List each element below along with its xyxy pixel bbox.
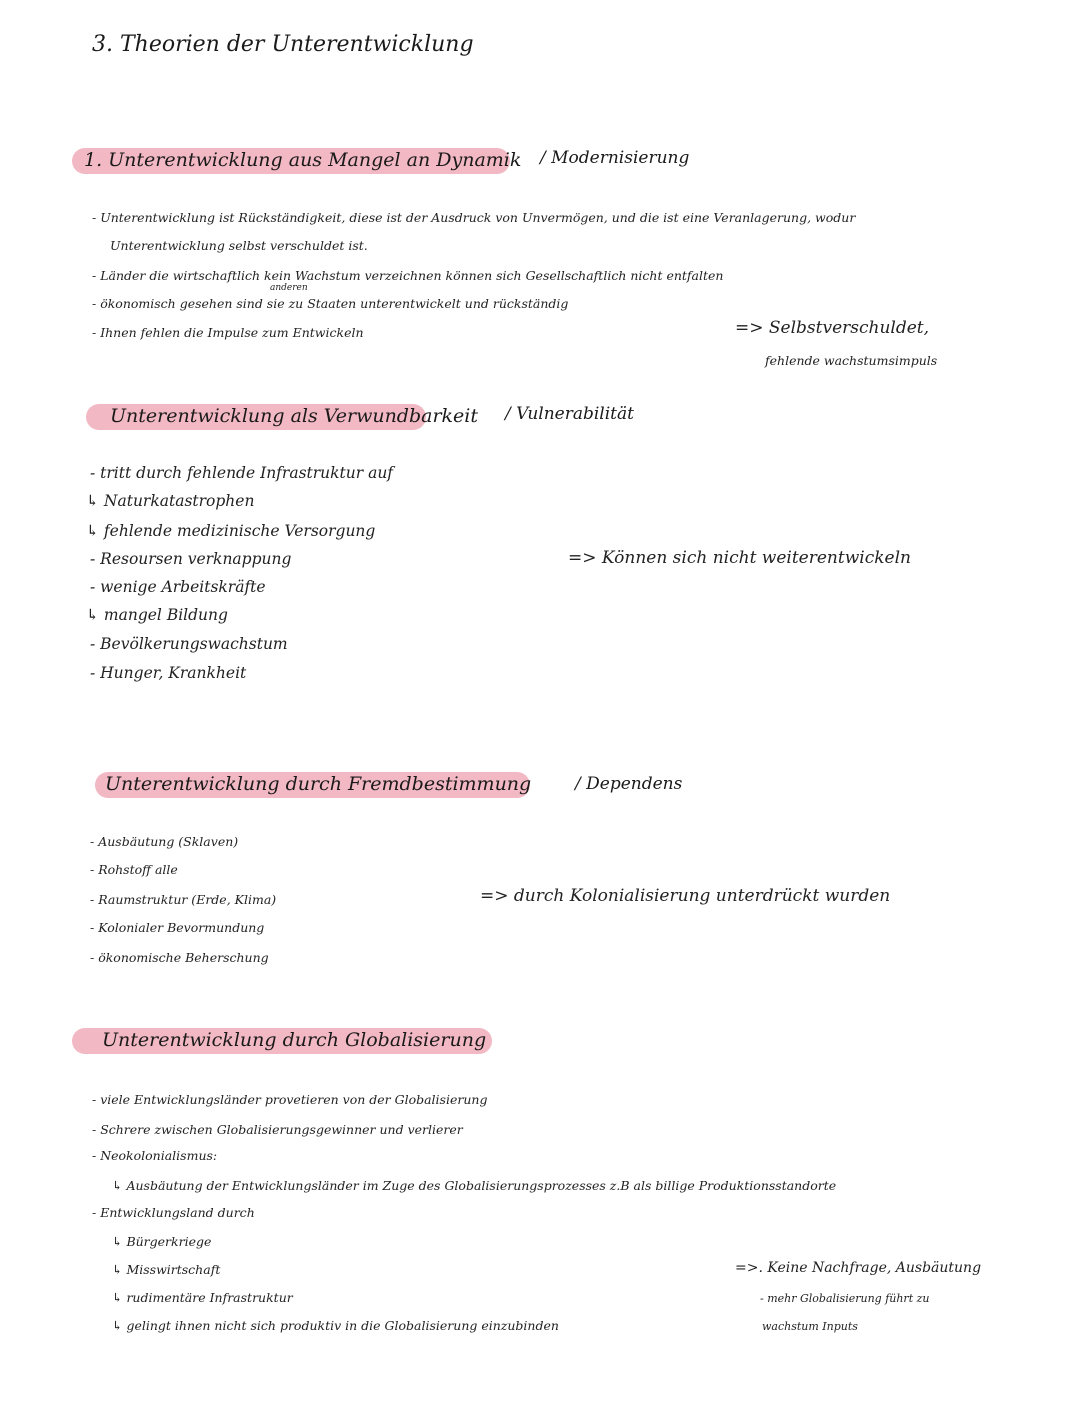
section-4-line-6: ↳ Bürgerkriege: [112, 1234, 212, 1249]
section-1-line-5: - Ihnen fehlen die Impulse zum Entwickeln: [92, 325, 364, 340]
section-2-line-6: ↳ mangel Bildung: [86, 606, 228, 624]
section-3-line-4: - Kolonialer Bevormundung: [90, 920, 265, 935]
section-2-line-2: ↳ Naturkatastrophen: [86, 492, 255, 510]
section-1-heading: 1. Unterentwicklung aus Mangel an Dynamik: [84, 149, 522, 171]
section-4-heading: Unterentwicklung durch Globalisierung: [102, 1029, 487, 1051]
section-1-line-4: - ökonomisch gesehen sind sie zu Staaten unterentwickelt und rückständig: [92, 296, 569, 311]
section-4-line-2: - Schrere zwischen Globalisierungsgewinner und verlierer: [92, 1122, 463, 1137]
section-1-insert: anderen: [270, 283, 308, 293]
section-2-line-5: - wenige Arbeitskräfte: [90, 578, 266, 596]
section-3-line-5: - ökonomische Beherschung: [90, 950, 269, 965]
section-4-line-3: - Neokolonialismus:: [92, 1148, 218, 1163]
section-1-line-1: - Unterentwicklung ist Rückständigkeit, diese ist der Ausdruck von Unvermögen, und die ist eine Veranlagerung, wodur: [92, 210, 856, 225]
section-3-heading: Unterentwicklung durch Fremdbestimmung: [105, 773, 532, 795]
page-title: 3. Theorien der Unterentwicklung: [92, 32, 474, 57]
section-2-line-8: - Hunger, Krankheit: [90, 664, 247, 682]
section-4-line-7: ↳ Misswirtschaft: [112, 1262, 221, 1277]
section-3-alt: / Dependens: [575, 774, 683, 794]
section-2-alt: / Vulnerabilität: [505, 404, 634, 424]
section-2-line-7: - Bevölkerungswachstum: [90, 635, 288, 653]
section-3-line-2: - Rohstoff alle: [90, 862, 178, 877]
section-4-conclusion-sub-2: wachstum Inputs: [762, 1320, 858, 1333]
section-4-conclusion-sub-1: - mehr Globalisierung führt zu: [760, 1292, 930, 1305]
section-2-line-3: ↳ fehlende medizinische Versorgung: [86, 522, 376, 540]
section-1-conclusion-sub: fehlende wachstumsimpuls: [765, 353, 938, 368]
section-2-heading: Unterentwicklung als Verwundbarkeit: [110, 405, 479, 427]
section-4-line-9: ↳ gelingt ihnen nicht sich produktiv in die Globalisierung einzubinden: [112, 1318, 559, 1333]
section-4-line-4: ↳ Ausbäutung der Entwicklungsländer im Zuge des Globalisierungsprozesses z.B als billige Produktionsstandorte: [112, 1178, 837, 1193]
section-3-conclusion: => durch Kolonialisierung unterdrückt wurden: [480, 886, 891, 906]
section-2-conclusion: => Können sich nicht weiterentwickeln: [568, 548, 911, 568]
section-1-line-3: - Länder die wirtschaftlich kein Wachstum verzeichnen können sich Gesellschaftlich nicht entfalten: [92, 268, 724, 283]
section-2-line-1: - tritt durch fehlende Infrastruktur auf: [90, 464, 394, 482]
section-4-line-5: - Entwicklungsland durch: [92, 1205, 255, 1220]
section-3-line-3: - Raumstruktur (Erde, Klima): [90, 892, 277, 907]
section-1-conclusion: => Selbstverschuldet,: [735, 318, 930, 338]
section-2-line-4: - Resoursen verknappung: [90, 550, 292, 568]
section-4-line-8: ↳ rudimentäre Infrastruktur: [112, 1290, 293, 1305]
section-1-line-2: Unterentwicklung selbst verschuldet ist.: [110, 238, 368, 253]
section-3-line-1: - Ausbäutung (Sklaven): [90, 834, 239, 849]
section-1-alt: / Modernisierung: [540, 148, 690, 168]
section-4-line-1: - viele Entwicklungsländer provetieren von der Globalisierung: [92, 1092, 488, 1107]
section-4-conclusion: =>. Keine Nachfrage, Ausbäutung: [735, 1260, 982, 1276]
